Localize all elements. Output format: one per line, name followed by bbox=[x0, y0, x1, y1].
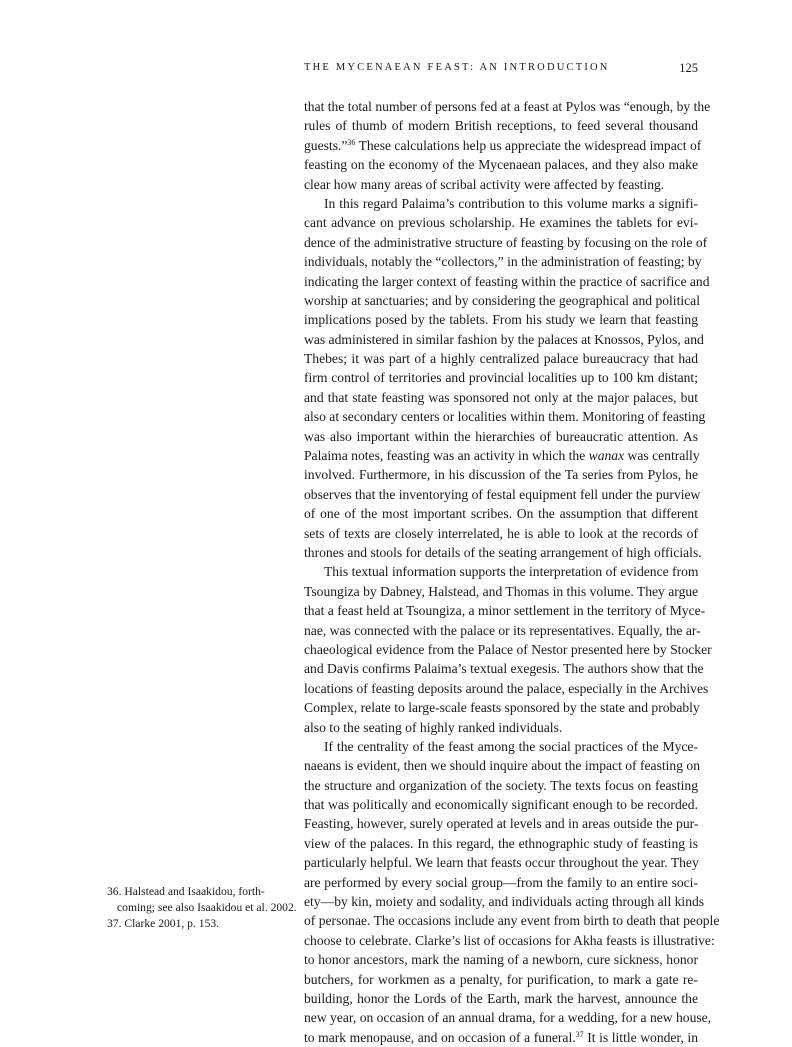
body-line-text: rules of thumb of modern British receptions, to feed several thousand bbox=[304, 118, 698, 134]
body-line bbox=[304, 291, 698, 310]
body-line-text: was administered in similar fashion by the palaces at Knossos, Pylos, and bbox=[304, 331, 704, 347]
body-line bbox=[304, 524, 698, 543]
body-line bbox=[304, 427, 698, 446]
footnote-36-line-1: 36. Halstead and Isaakidou, forth- bbox=[107, 885, 265, 898]
body-line-text: firm control of territories and provincial localities up to 100 km distant; bbox=[304, 370, 698, 386]
body-line-text: clear how many areas of scribal activity were affected by feasting. bbox=[304, 176, 665, 192]
body-line-text: thrones and stools for details of the seating arrangement of high officials. bbox=[304, 544, 702, 560]
body-line-text: sets of texts are closely interrelated, he is able to look at the records of bbox=[304, 525, 698, 541]
footnote-reference[interactable]: 37 bbox=[575, 1029, 584, 1039]
body-line bbox=[304, 621, 701, 640]
body-line bbox=[304, 407, 706, 426]
body-line-text: to honor ancestors, mark the naming of a newborn, cure sickness, honor bbox=[304, 952, 698, 968]
body-line-text: locations of feasting deposits around the palace, especially in the Archives bbox=[304, 680, 709, 696]
body-line-text: to mark menopause, and on occasion of a funeral. bbox=[304, 1029, 576, 1045]
body-line bbox=[304, 136, 702, 155]
body-line bbox=[304, 640, 712, 659]
body-line bbox=[304, 155, 698, 174]
body-line-text: It is little wonder, in bbox=[583, 1029, 698, 1045]
body-line-text: particularly helpful. We learn that feasts occur throughout the year. They bbox=[304, 855, 699, 871]
body-line bbox=[304, 349, 698, 368]
body-line bbox=[304, 950, 698, 969]
body-line-text: individuals, notably the “collectors,” in the administration of feasting; by bbox=[304, 254, 702, 270]
body-line-text: and that state feasting was sponsored not only at the major palaces, but bbox=[304, 389, 698, 405]
body-line bbox=[304, 698, 698, 717]
body-line bbox=[304, 213, 698, 232]
body-line-text: feasting on the economy of the Mycenaean palaces, and they also make bbox=[304, 157, 698, 173]
body-line bbox=[304, 504, 698, 523]
body-line-text: implications posed by the tablets. From his study we learn that feasting bbox=[304, 312, 698, 328]
body-line-text: indicating the larger context of feasting within the practice of sacrifice and bbox=[304, 273, 710, 289]
body-line bbox=[304, 97, 711, 116]
body-line-text: observes that the inventorying of festal equipment fell under the purview bbox=[304, 486, 701, 502]
body-line-text: are performed by every social group—from the family to an entire soci- bbox=[304, 874, 698, 890]
body-line-text: of one of the most important scribes. On the assumption that different bbox=[304, 506, 698, 522]
body-line-text: new year, on occasion of an annual drama, for a wedding, for a new house, bbox=[304, 1010, 712, 1026]
body-line bbox=[304, 116, 698, 135]
body-line bbox=[304, 485, 701, 504]
footnote-36-line-2: coming; see also Isaakidou et al. 2002. bbox=[117, 901, 297, 914]
body-line-text: In this regard Palaima’s contribution to this volume marks a signifi- bbox=[324, 195, 698, 211]
body-line bbox=[304, 911, 720, 930]
body-line-text: choose to celebrate. Clarke’s list of occasions for Akha feasts is illustrative: bbox=[304, 932, 715, 948]
body-line-text: Complex, relate to large-scale feasts sponsored by the state and probably bbox=[304, 700, 700, 716]
body-line-text: the structure and organization of the society. The texts focus on feasting bbox=[304, 777, 698, 793]
body-line bbox=[304, 853, 698, 872]
body-line-text: If the centrality of the feast among the social practices of the Myce- bbox=[324, 738, 698, 754]
body-line-text: and Davis confirms Palaima’s textual exegesis. The authors show that the bbox=[304, 661, 704, 677]
body-line-text: This textual information supports the interpretation of evidence from bbox=[324, 564, 699, 580]
body-line-text: building, honor the Lords of the Earth, mark the harvest, announce the bbox=[304, 990, 698, 1006]
body-line bbox=[304, 446, 698, 465]
body-line bbox=[304, 310, 698, 329]
body-line-text: butchers, for workmen as a penalty, for purification, to mark a gate re- bbox=[304, 971, 698, 987]
body-line-text: also at secondary centers or localities within them. Monitoring of feasting bbox=[304, 409, 706, 425]
body-line-text: These calculations help us appreciate the widespread impact of bbox=[355, 137, 702, 153]
body-line-text: worship at sanctuaries; and by considering the geographical and political bbox=[304, 292, 700, 308]
body-line-text: that was politically and economically significant enough to be recorded. bbox=[304, 797, 698, 813]
body-line-text: chaeological evidence from the Palace of Nestor presented here by Stocker bbox=[304, 641, 712, 657]
footnote-reference[interactable]: 36 bbox=[347, 137, 356, 147]
body-line-text: nae, was connected with the palace or its representatives. Equally, the ar- bbox=[304, 622, 701, 638]
body-line bbox=[304, 1028, 698, 1047]
body-line-text: naeans is evident, then we should inquire about the impact of feasting on bbox=[304, 758, 701, 774]
body-line-text: that a feast held at Tsoungiza, a minor settlement in the territory of Myce- bbox=[304, 603, 706, 619]
body-line-text: Palaima notes, feasting was an activity in which the bbox=[304, 448, 589, 464]
body-line bbox=[304, 931, 715, 950]
italic-term: wanax bbox=[588, 448, 625, 464]
body-line-text: of personae. The occasions include any event from birth to death that people bbox=[304, 913, 720, 929]
body-line bbox=[304, 194, 698, 213]
body-line-text: ety—by kin, moiety and sodality, and individuals acting through all kinds bbox=[304, 894, 705, 910]
body-line bbox=[304, 330, 704, 349]
body-line bbox=[304, 814, 698, 833]
body-line bbox=[304, 718, 698, 737]
page-number: 125 bbox=[679, 61, 698, 75]
body-line bbox=[304, 989, 698, 1008]
body-line bbox=[304, 679, 709, 698]
body-line-text: view of the palaces. In this regard, the ethnographic study of feasting is bbox=[304, 835, 698, 851]
body-line bbox=[304, 388, 698, 407]
body-line bbox=[304, 543, 702, 562]
body-line bbox=[304, 465, 698, 484]
body-line-text: cant advance on previous scholarship. He examines the tablets for evi- bbox=[304, 215, 698, 231]
page-header bbox=[304, 62, 698, 78]
body-line-text: Feasting, however, surely operated at levels and in areas outside the pur- bbox=[304, 816, 699, 832]
body-line-text: Tsoungiza by Dabney, Halstead, and Thomas in this volume. They argue bbox=[304, 583, 699, 599]
body-line-text: was centrally bbox=[624, 448, 700, 464]
body-line-text: was also important within the hierarchies of bureaucratic attention. As bbox=[304, 428, 698, 444]
body-line bbox=[304, 272, 710, 291]
body-line bbox=[304, 601, 706, 620]
body-line-text: dence of the administrative structure of feasting by focusing on the role of bbox=[304, 234, 708, 250]
body-line bbox=[304, 776, 698, 795]
body-line bbox=[304, 756, 701, 775]
body-line bbox=[304, 892, 705, 911]
body-line bbox=[304, 737, 698, 756]
body-line-text: guests.” bbox=[304, 137, 348, 153]
body-line bbox=[304, 252, 702, 271]
body-line bbox=[304, 233, 708, 252]
footnotes bbox=[107, 884, 297, 932]
body-line bbox=[304, 659, 704, 678]
body-line-text: that the total number of persons fed at a feast at Pylos was “enough, by the bbox=[304, 99, 711, 114]
body-line bbox=[304, 1008, 712, 1027]
footnote-37: 37. Clarke 2001, p. 153. bbox=[107, 917, 220, 930]
body-line-text: Thebes; it was part of a highly centralized palace bureaucracy that had bbox=[304, 351, 698, 367]
body-line bbox=[304, 970, 698, 989]
body-line bbox=[304, 834, 698, 853]
body-line-text: involved. Furthermore, in his discussion of the Ta series from Pylos, he bbox=[304, 467, 698, 483]
body-line-text: also to the seating of highly ranked individuals. bbox=[304, 719, 563, 735]
running-head: THE MYCENAEAN FEAST: AN INTRODUCTION bbox=[304, 62, 610, 73]
body-line bbox=[304, 873, 698, 892]
body-line bbox=[304, 562, 698, 581]
body-line bbox=[304, 175, 698, 194]
body-line bbox=[304, 582, 698, 601]
body-line bbox=[304, 368, 698, 387]
main-text-column bbox=[304, 97, 720, 1047]
body-line bbox=[304, 795, 698, 814]
